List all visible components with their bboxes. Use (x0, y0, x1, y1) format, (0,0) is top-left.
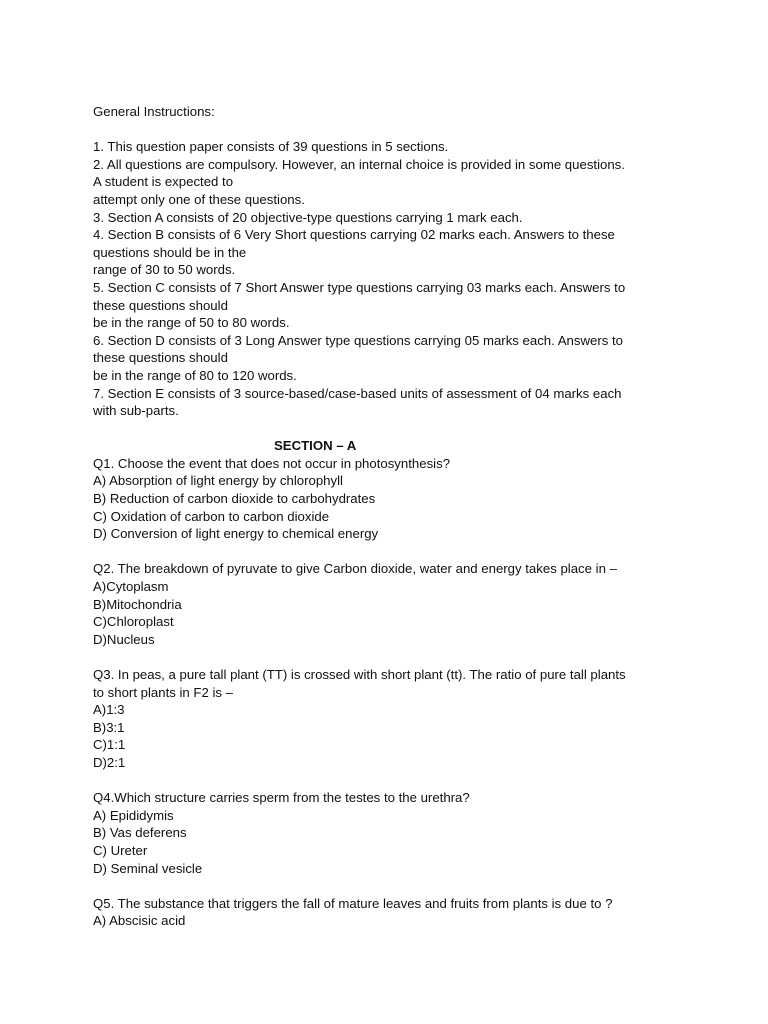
instruction-line: 5. Section C consists of 7 Short Answer type questions carrying 03 marks each. Answers to (93, 279, 626, 295)
option-item: D)2:1 (93, 754, 126, 770)
question-text: Q1. Choose the event that does not occur in photosynthesis? (93, 455, 451, 471)
option-item: C)Chloroplast (93, 614, 174, 630)
instruction-line: 7. Section E consists of 3 source-based/case-based units of assessment of 04 marks each (93, 385, 622, 401)
option-item: D) Conversion of light energy to chemical energy (93, 526, 379, 542)
option-item: B) Reduction of carbon dioxide to carbohydrates (93, 491, 376, 507)
instruction-line: range of 30 to 50 words. (93, 262, 236, 278)
spacer (93, 121, 683, 139)
question-q2 (93, 560, 683, 648)
option-item: A) Absorption of light energy by chlorophyll (93, 473, 343, 489)
section-title: SECTION – A (274, 438, 357, 454)
option-item: A) Abscisic acid (93, 913, 186, 929)
instruction-line: questions should be in the (93, 244, 247, 260)
option-item: B)Mitochondria (93, 596, 182, 612)
question-q4 (93, 789, 683, 877)
question-q3 (93, 666, 683, 772)
instruction-line: these questions should (93, 350, 228, 366)
spacer (93, 877, 683, 895)
instruction-line: 1. This question paper consists of 39 questions in 5 sections. (93, 139, 449, 155)
question-text: Q3. In peas, a pure tall plant (TT) is crossed with short plant (tt). The ratio of pure tall plants (93, 667, 626, 682)
question-text: Q4.Which structure carries sperm from the testes to the urethra? (93, 790, 470, 806)
instruction-line: 4. Section B consists of 6 Very Short questions carrying 02 marks each. Answers to these (93, 227, 615, 243)
instruction-line: be in the range of 50 to 80 words. (93, 315, 290, 331)
option-item: C) Oxidation of carbon to carbon dioxide (93, 508, 330, 524)
spacer (93, 420, 683, 438)
instruction-line: these questions should (93, 297, 228, 313)
option-item: A) Epididymis (93, 807, 174, 823)
option-item: D) Seminal vesicle (93, 860, 203, 876)
instruction-line: attempt only one of these questions. (93, 191, 305, 207)
spacer (93, 772, 683, 790)
option-item: C) Ureter (93, 842, 148, 858)
question-text: to short plants in F2 is – (93, 684, 234, 700)
instructions-list (93, 138, 683, 420)
spacer (93, 648, 683, 666)
instruction-line: be in the range of 80 to 120 words. (93, 367, 297, 383)
option-item: C)1:1 (93, 737, 126, 753)
question-q5 (93, 895, 683, 930)
spacer (93, 543, 683, 561)
instruction-line: 6. Section D consists of 3 Long Answer type questions carrying 05 marks each. Answers to (93, 332, 623, 348)
page-content (93, 103, 683, 930)
question-text: Q5. The substance that triggers the fall of mature leaves and fruits from plants is due to ? (93, 895, 613, 911)
option-item: A)1:3 (93, 702, 125, 718)
option-item: B)3:1 (93, 719, 125, 735)
question-text: Q2. The breakdown of pyruvate to give Carbon dioxide, water and energy takes place in – (93, 561, 617, 577)
instruction-line: 3. Section A consists of 20 objective-type questions carrying 1 mark each. (93, 209, 523, 225)
question-q1 (93, 455, 683, 543)
instruction-line: A student is expected to (93, 174, 234, 190)
instructions-heading: General Instructions: (93, 104, 215, 119)
option-item: B) Vas deferens (93, 825, 187, 841)
instruction-line: with sub-parts. (93, 403, 179, 419)
option-item: A)Cytoplasm (93, 579, 169, 595)
instruction-line: 2. All questions are compulsory. However, an internal choice is provided in some questions. (93, 156, 625, 172)
option-item: D)Nucleus (93, 631, 155, 647)
